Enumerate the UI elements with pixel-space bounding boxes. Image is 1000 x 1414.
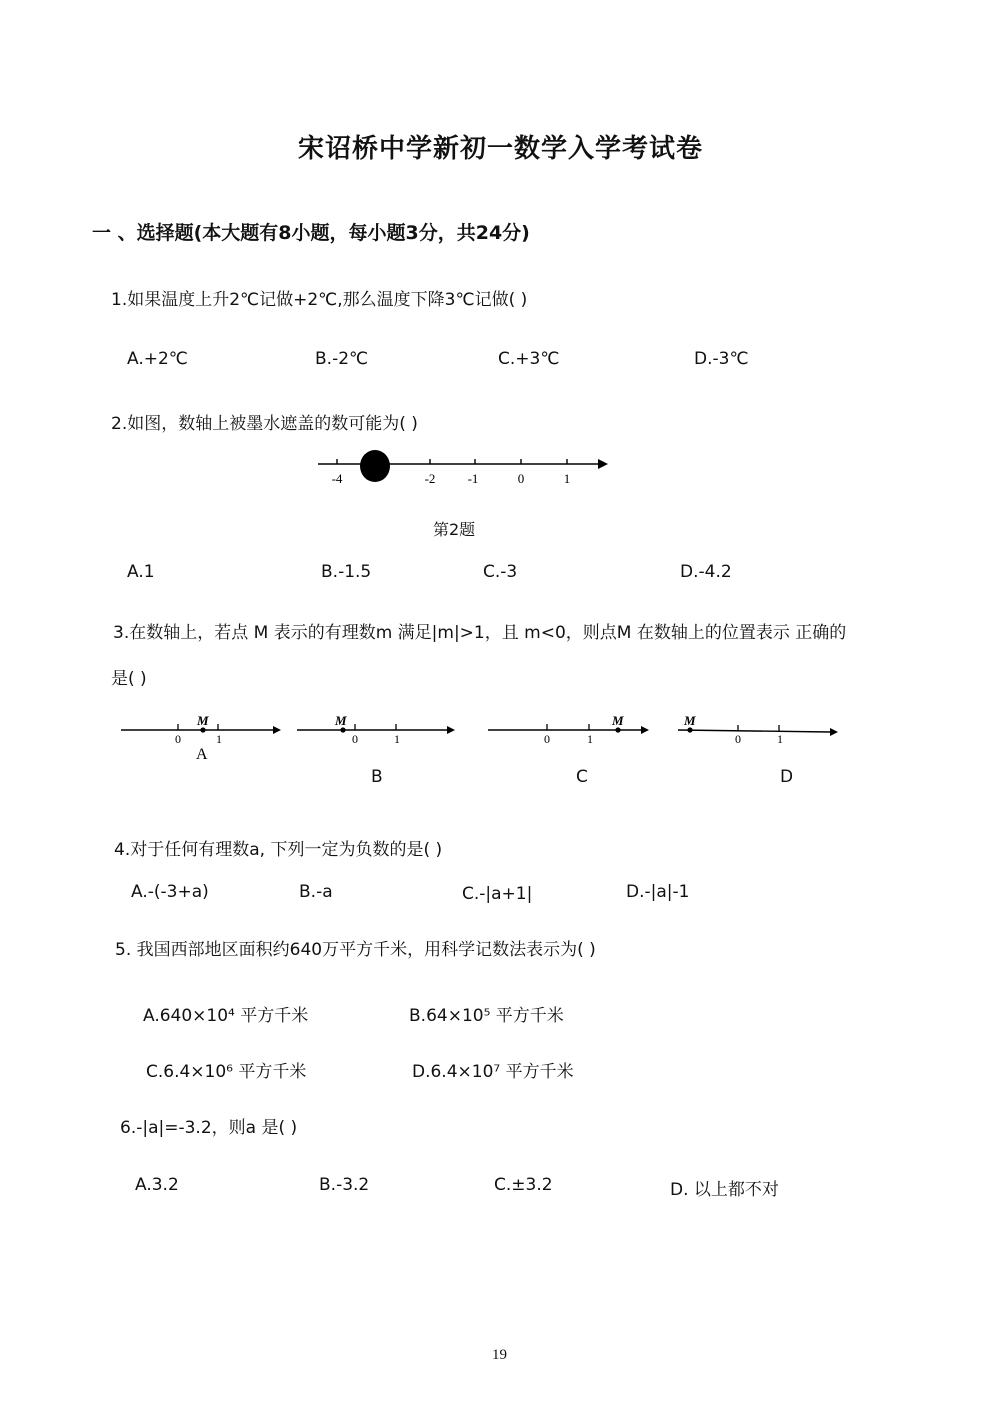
q2-axis-label: -2 [424, 471, 436, 486]
q3-a-label-zero: 0 [175, 732, 181, 746]
q3-c-arrow [641, 726, 649, 734]
q3-d-label-one: 1 [777, 732, 783, 746]
q1-option-a: A.+2℃ [127, 349, 188, 369]
q1-option-d: D.-3℃ [694, 349, 749, 369]
q2-option-a: A.1 [127, 562, 155, 582]
q3-a-point-m [200, 727, 205, 732]
q2-option-d: D.-4.2 [680, 562, 732, 582]
q3-a-label-m: M [197, 713, 209, 728]
q2-axis-arrow [598, 459, 608, 469]
q3-c-label-m: M [612, 713, 624, 728]
q4-stem: 4.对于任何有理数a, 下列一定为负数的是( ) [114, 840, 443, 860]
q3-number-lines-figure [115, 708, 845, 766]
section-heading: 一 、选择题(本大题有8小题，每小题3分，共24分) [92, 222, 530, 244]
q6-option-c: C.±3.2 [494, 1175, 553, 1195]
q3-d-point-m [687, 727, 692, 732]
q3-stem-line2: 是( ) [111, 669, 147, 689]
q3-stem-line1: 3.在数轴上，若点 M 表示的有理数m 满足|m|>1，且 m<0，则点M 在数轴上的位置表示 正确的 [113, 623, 847, 643]
q3-option-b-label: B [371, 767, 383, 787]
q5-option-d: D.6.4×10⁷ 平方千米 [412, 1062, 574, 1082]
q2-number-line-figure [312, 446, 612, 496]
q2-axis-label: 1 [563, 471, 571, 486]
q3-a-option-label: A [196, 746, 208, 763]
q3-option-c-label: C [576, 767, 588, 787]
q6-option-a: A.3.2 [135, 1175, 179, 1195]
q6-option-d: D. 以上都不对 [670, 1180, 779, 1200]
q3-d-arrow [830, 728, 838, 736]
q3-b-label-m: M [335, 713, 347, 728]
q3-b-arrow [447, 726, 455, 734]
q3-b-label-one: 1 [394, 732, 400, 746]
q3-b-point-m [340, 727, 345, 732]
q1-option-c: C.+3℃ [498, 349, 560, 369]
q3-d-axis [678, 730, 830, 732]
q2-axis-label: -4 [331, 471, 343, 486]
q2-axis-label: 0 [517, 471, 525, 486]
q3-c-point-m [615, 727, 620, 732]
q3-c-label-one: 1 [587, 732, 593, 746]
q3-a-label-one: 1 [216, 732, 222, 746]
q1-option-b: B.-2℃ [315, 349, 369, 369]
page-number: 19 [492, 1347, 507, 1363]
q5-option-a: A.640×10⁴ 平方千米 [143, 1006, 309, 1026]
q4-option-b: B.-a [299, 882, 333, 902]
q5-option-c: C.6.4×10⁶ 平方千米 [146, 1062, 307, 1082]
q5-stem: 5. 我国西部地区面积约640万平方千米，用科学记数法表示为( ) [115, 940, 596, 960]
q6-option-b: B.-3.2 [319, 1175, 370, 1195]
q2-option-c: C.-3 [483, 562, 518, 582]
q1-stem: 1.如果温度上升2℃记做+2℃,那么温度下降3℃记做( ) [111, 290, 528, 310]
exam-title: 宋诏桥中学新初一数学入学考试卷 [298, 134, 704, 164]
q2-stem: 2.如图，数轴上被墨水遮盖的数可能为( ) [111, 414, 418, 434]
q3-b-label-zero: 0 [352, 732, 358, 746]
q3-a-arrow [273, 726, 281, 734]
q5-option-b: B.64×10⁵ 平方千米 [409, 1006, 564, 1026]
q3-d-label-zero: 0 [735, 732, 741, 746]
q2-option-b: B.-1.5 [321, 562, 372, 582]
q2-ink-blot [360, 450, 390, 482]
q3-d-label-m: M [684, 713, 696, 728]
q2-figure-caption: 第2题 [433, 520, 476, 539]
q6-stem: 6.-|a|=-3.2，则a 是( ) [120, 1118, 298, 1138]
q3-option-d-label: D [780, 767, 794, 787]
q4-option-a: A.-(-3+a) [131, 882, 209, 902]
q4-option-d: D.-|a|-1 [626, 882, 690, 902]
q2-axis-label: -1 [467, 471, 479, 486]
q3-c-label-zero: 0 [544, 732, 550, 746]
q4-option-c: C.-|a+1| [462, 884, 533, 904]
